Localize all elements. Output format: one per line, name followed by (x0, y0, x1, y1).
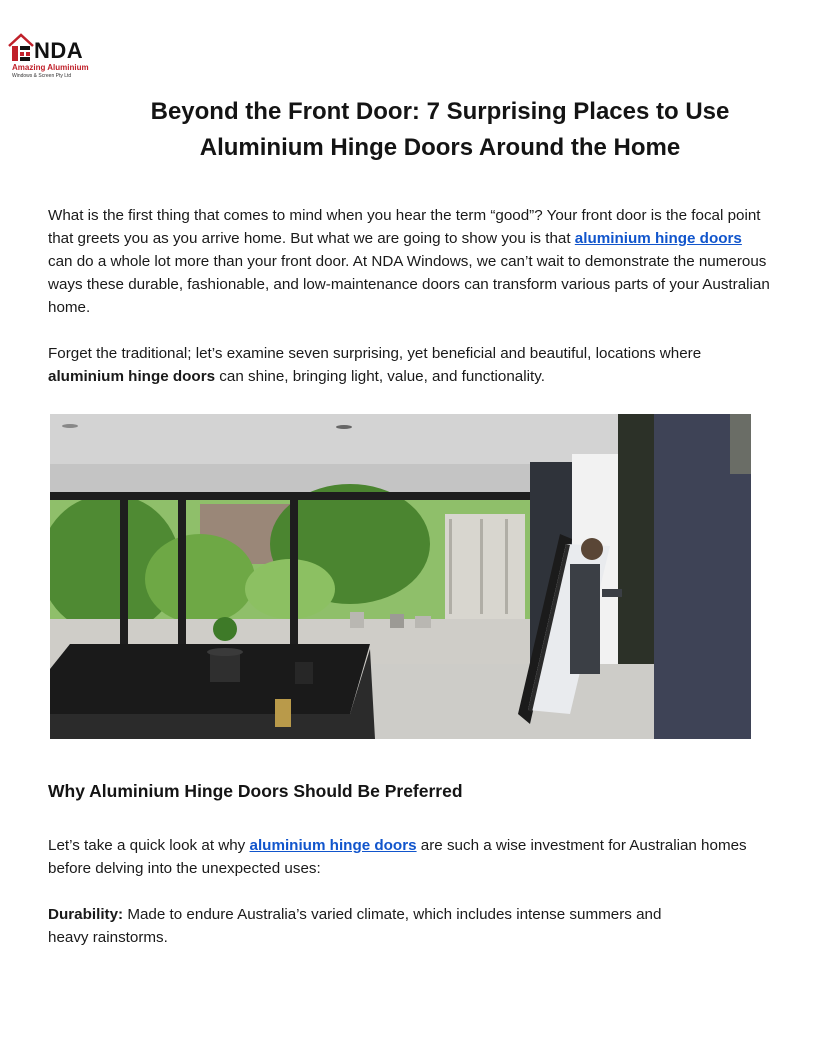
durability-text: Made to endure Australia’s varied climate, which includes intense summers and heavy rainstorms. (48, 906, 662, 946)
title-line-1: Beyond the Front Door: 7 Surprising Places to Use (150, 98, 730, 125)
interior-patio-image (50, 414, 751, 739)
investment-text-2: are such a wise investment for Australian homes before delving into the unexpected uses: (48, 837, 747, 877)
investment-paragraph (48, 834, 770, 880)
article-photo (50, 414, 751, 739)
durability-paragraph (48, 903, 688, 949)
company-logo[interactable] (8, 33, 94, 81)
article-title (100, 94, 780, 166)
logo-tagline: Amazing Aluminium (12, 63, 89, 72)
section-heading: Why Aluminium Hinge Doors Should Be Preferred (48, 781, 463, 801)
intro-text-1: What is the first thing that comes to mind when you hear the term “good”? Your front door is the focal point that greets you as you arrive home. But what we are going to show you is that (48, 207, 761, 247)
aluminium-hinge-doors-link-2[interactable]: aluminium hinge doors (249, 837, 417, 854)
locations-text-2: can shine, bringing light, value, and functionality. (215, 368, 545, 385)
title-line-2: Aluminium Hinge Doors Around the Home (199, 134, 681, 161)
house-logo-icon (8, 33, 34, 63)
locations-text-1: Forget the traditional; let’s examine seven surprising, yet beneficial and beautiful, locations where (48, 345, 702, 362)
locations-paragraph (48, 342, 770, 388)
aluminium-hinge-doors-link[interactable]: aluminium hinge doors (574, 230, 742, 247)
durability-label: Durability: (48, 906, 124, 923)
locations-bold: aluminium hinge doors (48, 368, 216, 385)
investment-text-1: Let’s take a quick look at why (48, 837, 250, 854)
intro-paragraph (48, 204, 770, 319)
intro-text-2: can do a whole lot more than your front door. At NDA Windows, we can’t wait to demonstrate the numerous ways these durable, fashionable, and low-maintenance doors can transform various parts of your Australian home. (48, 253, 770, 316)
logo-subtagline: Windows & Screen Pty Ltd (12, 73, 72, 79)
logo-brand: NDA (34, 38, 84, 63)
